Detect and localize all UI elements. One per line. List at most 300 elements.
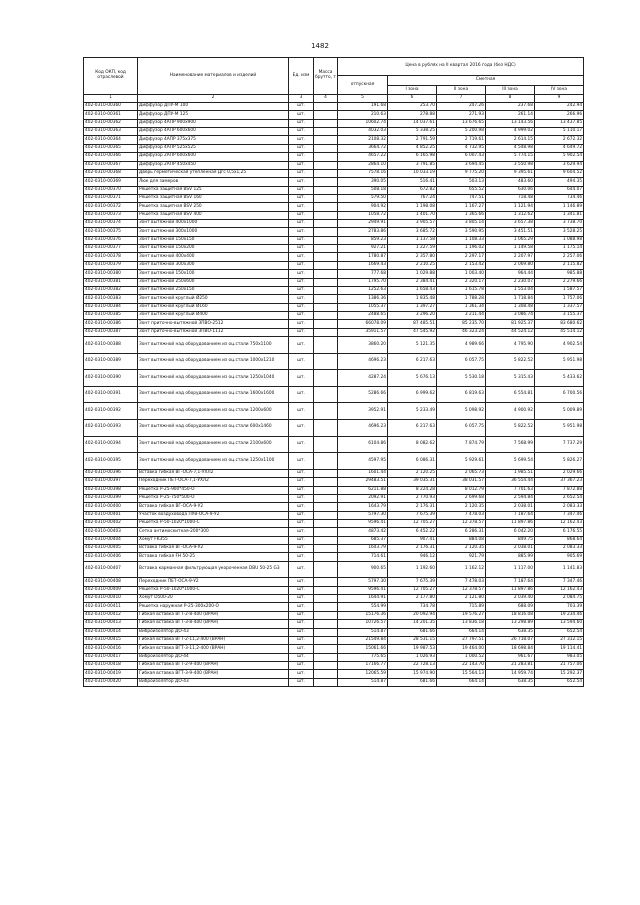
row-price-zone-2: 655.52 [437, 186, 486, 194]
row-price-zone-3: 964.44 [486, 270, 535, 278]
row-price-wholesale: 1795.70 [338, 278, 388, 286]
row-code: 402-0310-00391 [84, 386, 138, 403]
row-code: 402-0310-00375 [84, 228, 138, 236]
row-unit: шт. [289, 503, 314, 511]
row-price-zone-3: 885.99 [486, 553, 535, 561]
row-price-zone-3: 13 143.56 [486, 119, 535, 127]
table-row [84, 245, 584, 253]
row-mass [314, 119, 338, 127]
table-row [84, 353, 584, 370]
row-price-zone-2: 1 788.28 [437, 295, 486, 303]
table-row [84, 469, 584, 477]
row-price-zone-4: 5 433.62 [535, 370, 584, 387]
row-price-zone-3: 2 207.97 [486, 253, 535, 261]
row-price-zone-1: 14 037.61 [388, 119, 437, 127]
row-price-zone-3: 6 042.20 [486, 528, 535, 536]
table-row [84, 186, 584, 194]
row-price-zone-4: 868.64 [535, 536, 584, 544]
row-name: Зонт вытяжной 150х150 [138, 236, 289, 244]
row-unit: шт. [289, 311, 314, 319]
table-row [84, 653, 584, 661]
row-name: Зонт вытяжной круглый Ø160 [138, 303, 289, 311]
row-price-wholesale: 5797.30 [338, 578, 388, 586]
table-row [84, 228, 584, 236]
row-unit: шт. [289, 278, 314, 286]
table-row [84, 253, 584, 261]
row-unit: шт. [289, 128, 314, 136]
row-price-zone-4: 494.35 [535, 178, 584, 186]
row-price-wholesale: 15176.36 [338, 611, 388, 619]
row-price-zone-4: 83 680.62 [535, 320, 584, 328]
row-mass [314, 670, 338, 678]
row-name: Зонт вытяжной над оборудованием из оц.стали 600х1460 [138, 420, 289, 437]
row-price-zone-4: 1 175.14 [535, 245, 584, 253]
row-price-wholesale: 3952.91 [338, 403, 388, 420]
row-price-zone-1: 10 033.19 [388, 169, 437, 177]
row-price-wholesale: 904.92 [338, 203, 388, 211]
row-price-zone-1: 3 296.20 [388, 311, 437, 319]
row-price-wholesale: 3664.72 [338, 144, 388, 152]
row-price-zone-1: 6 217.63 [388, 420, 437, 437]
row-price-zone-1: 19 987.53 [388, 645, 437, 653]
row-price-zone-2: 2 120.35 [437, 545, 486, 553]
table-row [84, 211, 584, 219]
row-code: 402-0310-00373 [84, 211, 138, 219]
row-name: Решетка защитная BSV 125 [138, 186, 289, 194]
row-mass [314, 486, 338, 494]
row-price-zone-3: 36 554.44 [486, 478, 535, 486]
row-price-zone-2: 2 153.42 [437, 261, 486, 269]
table-row [84, 270, 584, 278]
row-price-zone-1: 2 210.25 [388, 261, 437, 269]
row-mass [314, 153, 338, 161]
page-number: 1482 [311, 42, 329, 50]
row-unit: шт. [289, 353, 314, 370]
row-price-wholesale: 1643.79 [338, 503, 388, 511]
header-unit: Ед. изм [289, 58, 314, 95]
row-unit: шт. [289, 628, 314, 636]
row-name: Зонт вытяжной 250х150 [138, 286, 289, 294]
row-price-zone-3: 14 959.74 [486, 670, 535, 678]
row-price-zone-4: 12 162.43 [535, 586, 584, 594]
row-price-zone-4: 5 951.98 [535, 420, 584, 437]
row-price-zone-3: 1 149.58 [486, 245, 535, 253]
row-mass [314, 353, 338, 370]
table-row [84, 603, 584, 611]
row-price-zone-4: 734.46 [535, 194, 584, 202]
row-unit: шт. [289, 370, 314, 387]
header-code: Код ОКП, код отраслевой [84, 58, 138, 95]
row-mass [314, 628, 338, 636]
row-name: Решетка защитная BSV 400 [138, 211, 289, 219]
row-price-zone-3: 11 897.86 [486, 586, 535, 594]
row-mass [314, 678, 338, 686]
table-row [84, 337, 584, 354]
row-code: 402-0310-00386 [84, 320, 138, 328]
row-name: Решетка Р-25-900*450-О [138, 486, 289, 494]
row-price-wholesale: 685.37 [338, 536, 388, 544]
row-price-zone-1: 2 120.25 [388, 469, 437, 477]
row-price-zone-4: 1 146.89 [535, 203, 584, 211]
row-mass [314, 295, 338, 303]
row-price-zone-1: 15 974.90 [388, 670, 437, 678]
row-code: 402-0310-00377 [84, 245, 138, 253]
row-price-zone-3: 2 614.15 [486, 136, 535, 144]
row-name: Вставка гибкая ВГ-ОСА-9-У2 [138, 545, 289, 553]
row-price-zone-1: 12 705.27 [388, 519, 437, 527]
row-price-zone-1: 5 121.35 [388, 337, 437, 354]
row-price-zone-2: 1 615.78 [437, 286, 486, 294]
row-price-wholesale: 1643.79 [338, 545, 388, 553]
table-row [84, 670, 584, 678]
row-price-zone-2: 2 065.73 [437, 469, 486, 477]
row-mass [314, 253, 338, 261]
row-price-zone-1: 1 835.48 [388, 295, 437, 303]
row-price-zone-4: 7 347.46 [535, 511, 584, 519]
row-price-zone-4: 3 155.37 [535, 311, 584, 319]
row-mass [314, 278, 338, 286]
row-price-zone-4: 9 604.52 [535, 169, 584, 177]
row-price-wholesale: 17166.77 [338, 661, 388, 669]
row-price-zone-2: 7 478.03 [437, 511, 486, 519]
row-price-zone-3: 2 038.01 [486, 503, 535, 511]
row-price-wholesale: 514.87 [338, 678, 388, 686]
row-mass [314, 194, 338, 202]
column-number: 7 [437, 95, 486, 103]
row-price-wholesale: 4696.23 [338, 420, 388, 437]
row-price-zone-1: 20 092.94 [388, 611, 437, 619]
row-price-zone-3: 630.06 [486, 186, 535, 194]
table-row [84, 478, 584, 486]
row-code: 402-0310-00401 [84, 511, 138, 519]
row-name: Переходник ПЕТ-ОСА-7,1-УХЛ2 [138, 478, 289, 486]
table-row [84, 286, 584, 294]
row-price-zone-1: 6 165.98 [388, 153, 437, 161]
row-price-zone-1: 3 905.57 [388, 220, 437, 228]
row-price-zone-2: 2 320.17 [437, 278, 486, 286]
row-price-zone-1: 253.70 [388, 103, 437, 111]
row-unit: шт. [289, 453, 314, 470]
row-price-zone-2: 9 775.20 [437, 169, 486, 177]
row-code: 402-0310-00404 [84, 536, 138, 544]
row-price-wholesale: 6211.88 [338, 486, 388, 494]
row-price-zone-4: 2 257.06 [535, 253, 584, 261]
row-price-wholesale: 859.23 [338, 236, 388, 244]
table-row [84, 678, 584, 686]
row-mass [314, 203, 338, 211]
row-price-zone-3: 2 230.07 [486, 278, 535, 286]
row-price-wholesale: 514.87 [338, 628, 388, 636]
row-price-zone-1: 1 401.70 [388, 211, 437, 219]
row-mass [314, 586, 338, 594]
table-row [84, 236, 584, 244]
row-price-zone-3: 6 554.81 [486, 386, 535, 403]
row-name: Гибкая вставка ВГТ-2-11,2-400 (ВРАН) [138, 636, 289, 644]
row-price-zone-4: 7 737.29 [535, 436, 584, 453]
row-price-zone-3: 11 897.86 [486, 519, 535, 527]
row-price-zone-2: 1 162.12 [437, 561, 486, 578]
row-unit: шт. [289, 611, 314, 619]
row-name: Хомут D500-20 [138, 595, 289, 603]
column-number: 9 [535, 95, 584, 103]
row-price-zone-2: 15 564.13 [437, 670, 486, 678]
row-price-zone-4: 905.69 [535, 553, 584, 561]
row-code: 402-0310-00411 [84, 603, 138, 611]
row-unit: шт. [289, 511, 314, 519]
row-name: Диффузор 4АПР 900х900 [138, 119, 289, 127]
row-price-wholesale: 12065.59 [338, 670, 388, 678]
row-mass [314, 103, 338, 111]
row-mass [314, 553, 338, 561]
row-price-zone-2: 13 676.65 [437, 119, 486, 127]
table-row [84, 370, 584, 387]
row-price-wholesale: 9596.41 [338, 586, 388, 594]
row-name: Решетка защитная BSV 160 [138, 194, 289, 202]
row-unit: шт. [289, 303, 314, 311]
row-unit: шт. [289, 545, 314, 553]
row-code: 402-0310-00413 [84, 620, 138, 628]
row-price-zone-3: 688.09 [486, 603, 535, 611]
row-price-zone-4: 2 279.66 [535, 278, 584, 286]
row-price-zone-3: 849.75 [486, 536, 535, 544]
row-price-wholesale: 6104.86 [338, 436, 388, 453]
row-code: 402-0310-00416 [84, 645, 138, 653]
row-price-zone-2: 2 121.80 [437, 595, 486, 603]
row-price-zone-4: 21 757.06 [535, 661, 584, 669]
row-price-zone-2: 13 836.18 [437, 620, 486, 628]
table-row [84, 611, 584, 619]
row-price-zone-2: 1 003.40 [437, 270, 486, 278]
row-price-zone-3: 638.35 [486, 628, 535, 636]
row-price-wholesale: 21549.84 [338, 636, 388, 644]
table-row [84, 453, 584, 470]
row-price-zone-3: 9 395.61 [486, 169, 535, 177]
row-mass [314, 386, 338, 403]
row-price-wholesale: 210.63 [338, 111, 388, 119]
table-row [84, 261, 584, 269]
table-row [84, 578, 584, 586]
row-price-zone-1: 47 545.92 [388, 328, 437, 336]
row-unit: шт. [289, 320, 314, 328]
table-row [84, 486, 584, 494]
table-row [84, 553, 584, 561]
row-price-zone-1: 3 791.85 [388, 161, 437, 169]
row-code: 402-0310-00415 [84, 636, 138, 644]
row-name: Зонт вытяжной 250х600 [138, 278, 289, 286]
table-row [84, 278, 584, 286]
row-unit: шт. [289, 295, 314, 303]
table-row [84, 386, 584, 403]
row-name: Зонт приточно-вытяжной ЗПВО-2512 [138, 320, 289, 328]
row-mass [314, 420, 338, 437]
row-name: Виброизолятор ДО-43 [138, 678, 289, 686]
table-row [84, 628, 584, 636]
row-mass [314, 128, 338, 136]
row-name: Диффузор 4АПР 375х375 [138, 136, 289, 144]
row-name: Вставка гибкая ВГ-ОСА-7,1-УХЛ2 [138, 469, 289, 477]
column-number: 1 [84, 95, 138, 103]
table-row [84, 178, 584, 186]
row-name: Зонт вытяжной над оборудованием из оц.стали 1250х1040 [138, 370, 289, 387]
row-price-zone-4: 5 110.17 [535, 128, 584, 136]
row-price-wholesale: 29483.51 [338, 478, 388, 486]
row-price-zone-4: 2 084.75 [535, 595, 584, 603]
row-name: Зонт вытяжной над оборудованием из оц.стали 1200х600 [138, 403, 289, 420]
row-price-zone-3: 5 315.43 [486, 370, 535, 387]
row-mass [314, 478, 338, 486]
row-price-wholesale: 7578.16 [338, 169, 388, 177]
row-price-zone-2: 6 057.75 [437, 353, 486, 370]
table-row [84, 128, 584, 136]
row-price-zone-1: 7 675.39 [388, 578, 437, 586]
row-unit: шт. [289, 670, 314, 678]
row-price-zone-4: 12 162.43 [535, 519, 584, 527]
row-unit: шт. [289, 253, 314, 261]
row-price-zone-3: 2 039.40 [486, 595, 535, 603]
row-price-zone-3: 3 657.38 [486, 220, 535, 228]
table-row [84, 561, 584, 578]
row-price-zone-4: 242.94 [535, 103, 584, 111]
row-price-zone-1: 28 531.15 [388, 636, 437, 644]
row-code: 402-0310-00380 [84, 270, 138, 278]
row-code: 402-0310-00384 [84, 303, 138, 311]
row-price-zone-4: 4 902.54 [535, 337, 584, 354]
row-price-zone-3: 21 283.81 [486, 661, 535, 669]
row-code: 402-0310-00372 [84, 203, 138, 211]
row-name: Зонт вытяжной 400х400 [138, 253, 289, 261]
row-price-zone-3: 5 822.52 [486, 420, 535, 437]
row-mass [314, 595, 338, 603]
row-mass [314, 620, 338, 628]
row-name: Зонт вытяжной 150х200 [138, 245, 289, 253]
row-mass [314, 603, 338, 611]
row-price-zone-3: 81 925.37 [486, 320, 535, 328]
header-zone-4: IV зона [535, 86, 584, 95]
row-price-zone-2: 6 819.63 [437, 386, 486, 403]
row-name: Участок воздуховода ПУВ-ОСА-9-У2 [138, 511, 289, 519]
row-price-wholesale: 4696.23 [338, 353, 388, 370]
row-mass [314, 186, 338, 194]
row-price-zone-3: 5 774.15 [486, 153, 535, 161]
table-row [84, 661, 584, 669]
row-price-zone-4: 1 088.98 [535, 236, 584, 244]
row-code: 402-0310-00369 [84, 178, 138, 186]
row-price-zone-1: 1 227.59 [388, 245, 437, 253]
row-name: Решетка Р-50-1020*1000-С [138, 586, 289, 594]
row-code: 402-0310-00392 [84, 403, 138, 420]
row-name: Зонт вытяжной 150х100 [138, 270, 289, 278]
row-price-wholesale: 2864.10 [338, 161, 388, 169]
row-unit: шт. [289, 153, 314, 161]
table-row [84, 420, 584, 437]
row-price-wholesale: 1780.87 [338, 253, 388, 261]
row-price-zone-1: 907.41 [388, 536, 437, 544]
row-price-wholesale: 4597.95 [338, 453, 388, 470]
row-price-zone-4: 652.54 [535, 678, 584, 686]
row-name: Зонт приточно-вытяжной ЗПВО-1112 [138, 328, 289, 336]
table-row [84, 320, 584, 328]
price-table [83, 57, 584, 687]
row-price-zone-2: 2 297.17 [437, 253, 486, 261]
row-price-zone-1: 4 852.25 [388, 144, 437, 152]
row-price-zone-2: 503.13 [437, 178, 486, 186]
table-row [84, 645, 584, 653]
row-price-zone-4: 1 341.81 [535, 211, 584, 219]
row-name: Люк для замеров [138, 178, 289, 186]
row-price-zone-4: 5 826.27 [535, 453, 584, 470]
row-price-wholesale: 2092.91 [338, 494, 388, 502]
row-price-zone-3: 7 187.64 [486, 511, 535, 519]
row-price-zone-3: 5 699.54 [486, 453, 535, 470]
row-price-zone-3: 18 698.84 [486, 645, 535, 653]
table-row [84, 169, 584, 177]
row-code: 402-0310-00406 [84, 553, 138, 561]
row-price-wholesale: 1601.44 [338, 469, 388, 477]
row-unit: шт. [289, 553, 314, 561]
row-name: Зонт вытяжной 300х1000 [138, 228, 289, 236]
row-mass [314, 328, 338, 336]
row-mass [314, 169, 338, 177]
row-unit: шт. [289, 386, 314, 403]
row-price-zone-3: 718.48 [486, 194, 535, 202]
row-price-zone-2: 3 590.95 [437, 228, 486, 236]
row-price-zone-3: 237.68 [486, 103, 535, 111]
row-unit: шт. [289, 178, 314, 186]
row-mass [314, 161, 338, 169]
row-price-zone-4: 1 141.83 [535, 561, 584, 578]
row-price-zone-4: 1 757.06 [535, 295, 584, 303]
row-unit: шт. [289, 494, 314, 502]
row-price-wholesale: 4657.22 [338, 153, 388, 161]
row-unit: шт. [289, 186, 314, 194]
row-code: 402-0310-00365 [84, 144, 138, 152]
header-zone-2: II зона [437, 86, 486, 95]
row-code: 402-0310-00418 [84, 661, 138, 669]
row-code: 402-0310-00363 [84, 128, 138, 136]
row-code: 402-0310-00360 [84, 103, 138, 111]
row-price-wholesale: 35911.57 [338, 328, 388, 336]
row-price-zone-2: 6 286.31 [437, 528, 486, 536]
row-code: 402-0310-00367 [84, 161, 138, 169]
row-name: Решетка Р-25-750*500-О [138, 494, 289, 502]
row-price-zone-2: 1 196.02 [437, 245, 486, 253]
table-row [84, 220, 584, 228]
row-price-zone-2: 7 874.79 [437, 436, 486, 453]
column-number: 4 [314, 95, 338, 103]
row-code: 402-0310-00420 [84, 678, 138, 686]
row-price-zone-3: 4 548.98 [486, 144, 535, 152]
row-code: 402-0310-00412 [84, 611, 138, 619]
row-price-zone-2: 3 694.45 [437, 161, 486, 169]
row-code: 402-0310-00407 [84, 561, 138, 578]
column-number: 6 [388, 95, 437, 103]
row-price-zone-4: 644.07 [535, 186, 584, 194]
row-price-zone-4: 37 367.23 [535, 478, 584, 486]
row-price-zone-2: 1 365.66 [437, 211, 486, 219]
row-unit: шт. [289, 337, 314, 354]
row-price-zone-2: 3 805.14 [437, 220, 486, 228]
header-wholesale: отпускная [338, 76, 388, 95]
row-price-zone-2: 1 108.33 [437, 236, 486, 244]
row-name: Диффузор 4АПР 600х600 [138, 128, 289, 136]
row-price-wholesale: 4032.03 [338, 128, 388, 136]
table-row [84, 194, 584, 202]
row-unit: шт. [289, 595, 314, 603]
row-price-wholesale: 508.18 [338, 186, 388, 194]
table-header [84, 58, 584, 103]
row-mass [314, 144, 338, 152]
column-numbers-row [84, 95, 584, 103]
